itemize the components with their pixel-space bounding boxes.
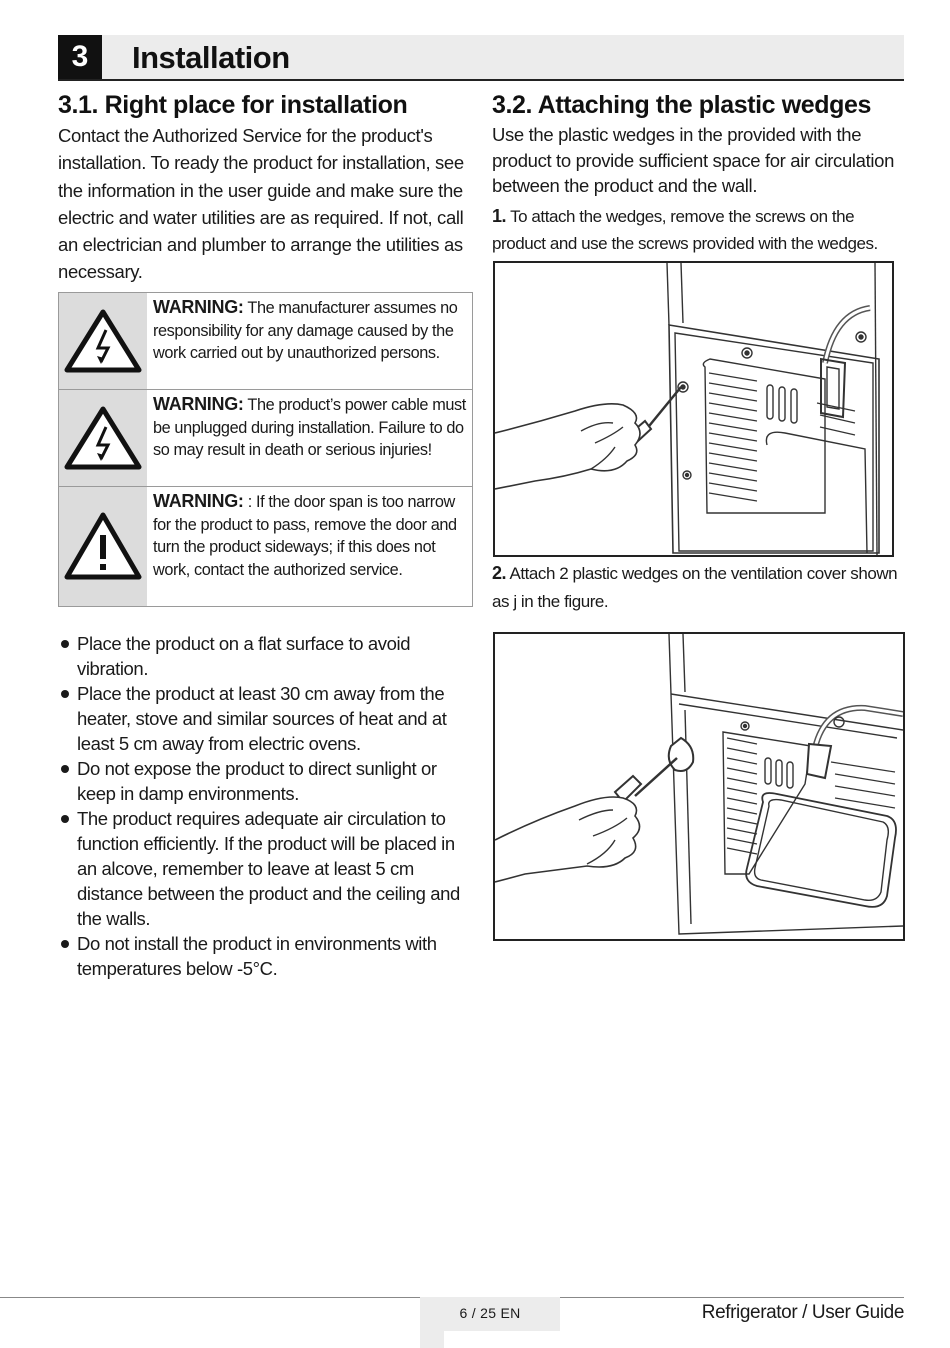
exclamation-warning-icon — [59, 487, 147, 606]
list-item: The product requires adequate air circulation to function efficiently. If the product will be placed in an alcove, remember to leave at least 5 cm distance between the product and the ceiling and the walls. — [58, 806, 472, 931]
warning-row — [59, 390, 472, 487]
warning-body: The product’s power cable must be unplugged during installation. Failure to do so may result in death or serious injuries! — [153, 395, 466, 460]
warning-label: WARNING: — [153, 490, 244, 511]
chapter-number: 3 — [58, 35, 102, 79]
section-intro: Contact the Authorized Service for the product's installation. To ready the product for installation, see the information in the user guide and make sure the electric and water utilities are as required. If not, call an electrician and plumber to arrange the utilities as necessary. — [58, 125, 464, 283]
installation-bullet-list — [58, 631, 472, 981]
list-item: Do not expose the product to direct sunlight or keep in damp environments. — [58, 756, 472, 806]
figure-attach-wedges — [493, 632, 905, 941]
electric-shock-warning-icon — [59, 293, 147, 389]
warning-row — [59, 487, 472, 606]
figure-remove-screws — [493, 261, 894, 557]
section-intro: Use the plastic wedges in the provided with the product to provide sufficient space for air circulation between the product and the wall. — [492, 124, 895, 196]
page-number-tab — [420, 1331, 444, 1348]
section-heading-right-place: 3.1. Right place for installation — [58, 91, 408, 119]
step-text: Attach 2 plastic wedges on the ventilation cover shown as j in the figure. — [492, 564, 898, 611]
list-item: Place the product at least 30 cm away from the heater, stove and similar sources of heat and at least 5 cm away from electric ovens. — [58, 681, 472, 756]
warning-text — [147, 293, 472, 389]
page-number: 6 / 25 EN — [420, 1297, 560, 1331]
electric-shock-warning-icon — [59, 390, 147, 486]
step-2 — [492, 560, 904, 615]
warning-label: WARNING: — [153, 393, 244, 414]
step-number: 1. — [492, 205, 507, 226]
warning-text — [147, 390, 472, 486]
section-heading-plastic-wedges: 3.2. Attaching the plastic wedges — [492, 91, 872, 119]
step-text: To attach the wedges, remove the screws on the product and use the screws provided with the wedges. — [492, 206, 878, 253]
warning-label: WARNING: — [153, 296, 244, 317]
list-item: Do not install the product in environments with temperatures below -5°C. — [58, 931, 472, 981]
warning-text — [147, 487, 472, 606]
step-number: 2. — [492, 563, 507, 583]
warning-body: The manufacturer assumes no responsibility for any damage caused by the work carried out by unauthorized persons. — [153, 298, 458, 363]
right-column — [492, 88, 904, 258]
warning-row — [59, 293, 472, 390]
list-item: Place the product on a flat surface to avoid vibration. — [58, 631, 472, 681]
warning-body: : If the door span is too narrow for the product to pass, remove the door and turn the product sideways; if this does not work, contact the authorized service. — [153, 492, 457, 580]
chapter-title: Installation — [132, 40, 290, 75]
chapter-header — [58, 35, 904, 81]
footer-guide-title: Refrigerator / User Guide — [701, 1302, 904, 1323]
warning-table — [58, 292, 473, 607]
left-column — [58, 88, 472, 981]
step-1 — [492, 203, 904, 258]
